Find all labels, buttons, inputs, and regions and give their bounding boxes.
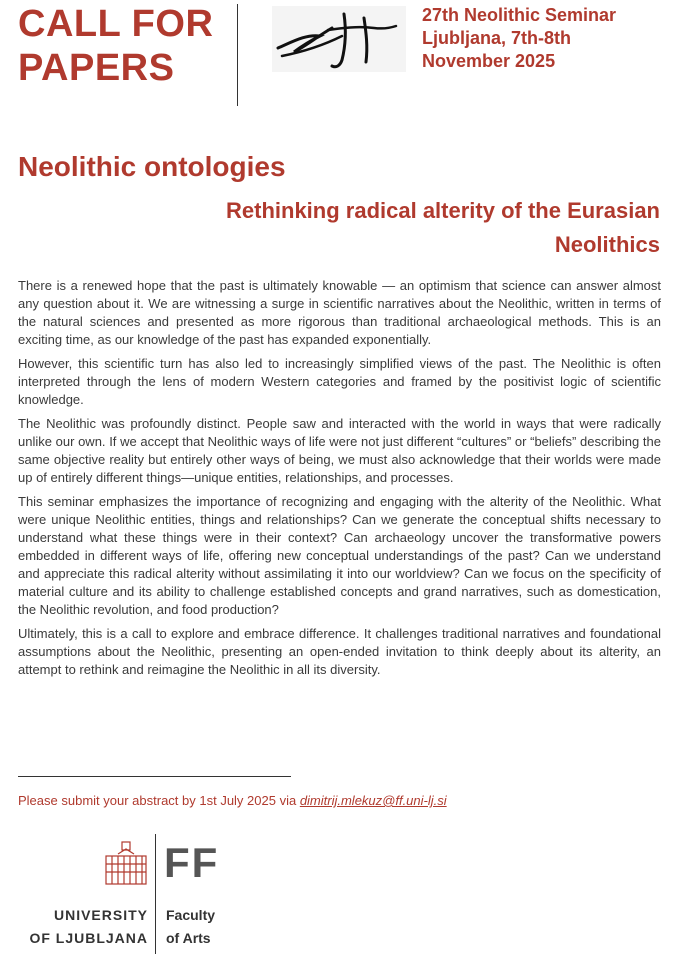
cfp-line-2: PAPERS [18, 47, 175, 89]
university-line-1: UNIVERSITY [53, 907, 148, 923]
call-for-papers-heading [18, 2, 213, 90]
university-name [18, 904, 148, 950]
university-building-icon [104, 840, 148, 886]
paragraph: The Neolithic was profoundly distinct. People saw and interacted with the world in ways that were radically unlike our own. If we accept that Neolithic ways of life were not just different “cultures” or “beliefs” describing the same objective reality but entirely other ways of being, we must also acknowledge that their worlds were made up of entirely different things—unique entities, relationships, and processes. [18, 416, 661, 485]
submission-note [18, 793, 447, 808]
footer-divider [155, 834, 156, 954]
cfp-line-1: CALL FOR [18, 3, 214, 45]
university-line-2: OF LJUBLJANA [29, 930, 148, 946]
paragraph: However, this scientific turn has also led to increasingly simplified views of the past. The Neolithic is often interpreted through the lens of modern Western categories and framed by the positivist logic of scientific knowledge. [18, 356, 661, 407]
page-title: Neolithic ontologies [18, 151, 286, 182]
paragraph: This seminar emphasizes the importance of recognizing and engaging with the alterity of the Neolithic. What were unique Neolithic entities, things and relationships? Can we generate the conceptual shifts necessary to understand what these things were in their context? Can archaeology uncover the transformative powers embedded in different ways of life, offering new conceptual understandings of the past? Can we understand and appreciate this radical alterity without assimilating it into our worldview? Can we focus on the specificity of material culture and its ability to challenge established concepts and grand narratives, such as domestication, the Neolithic revolution, and food production? [18, 494, 661, 617]
faculty-line-2: of Arts [166, 930, 211, 946]
subtitle-line-1: Rethinking radical alterity of the Eurasian [226, 198, 660, 223]
page-subtitle [100, 194, 660, 262]
seminar-month-year: November 2025 [422, 51, 556, 71]
seminar-logo-icon [272, 6, 406, 72]
section-divider [18, 776, 291, 777]
contact-email-link[interactable]: dimitrij.mlekuz@ff.uni-lj.si [299, 793, 447, 808]
subtitle-line-2: Neolithics [554, 232, 660, 257]
seminar-name: 27th Neolithic Seminar [422, 5, 617, 25]
paragraph: There is a renewed hope that the past is ultimately knowable — an optimism that science can answer almost any question about it. We are witnessing a surge in scientific narratives about the Neolithic, written in terms of the natural sciences and presented as more rigorous than traditional archaeological methods. This is an exciting time, as our knowledge of the past has expanded exponentially. [18, 278, 661, 347]
ff-logo: FF [164, 839, 220, 886]
faculty-line-1: Faculty [166, 907, 216, 923]
paragraph: Ultimately, this is a call to explore and embrace difference. It challenges traditional narratives and foundational assumptions about the Neolithic, presenting an open-ended invitation to think deeply about its alterity, an attempt to rethink and reimagine the Neolithic in all its diversity. [18, 626, 661, 677]
seminar-info [422, 4, 616, 73]
faculty-name [166, 904, 215, 950]
submission-text: Please submit your abstract by 1st July 2025 via [18, 793, 300, 808]
seminar-location-dates: Ljubljana, 7th-8th [422, 28, 572, 48]
header-divider [237, 4, 238, 106]
body-text [18, 277, 661, 685]
